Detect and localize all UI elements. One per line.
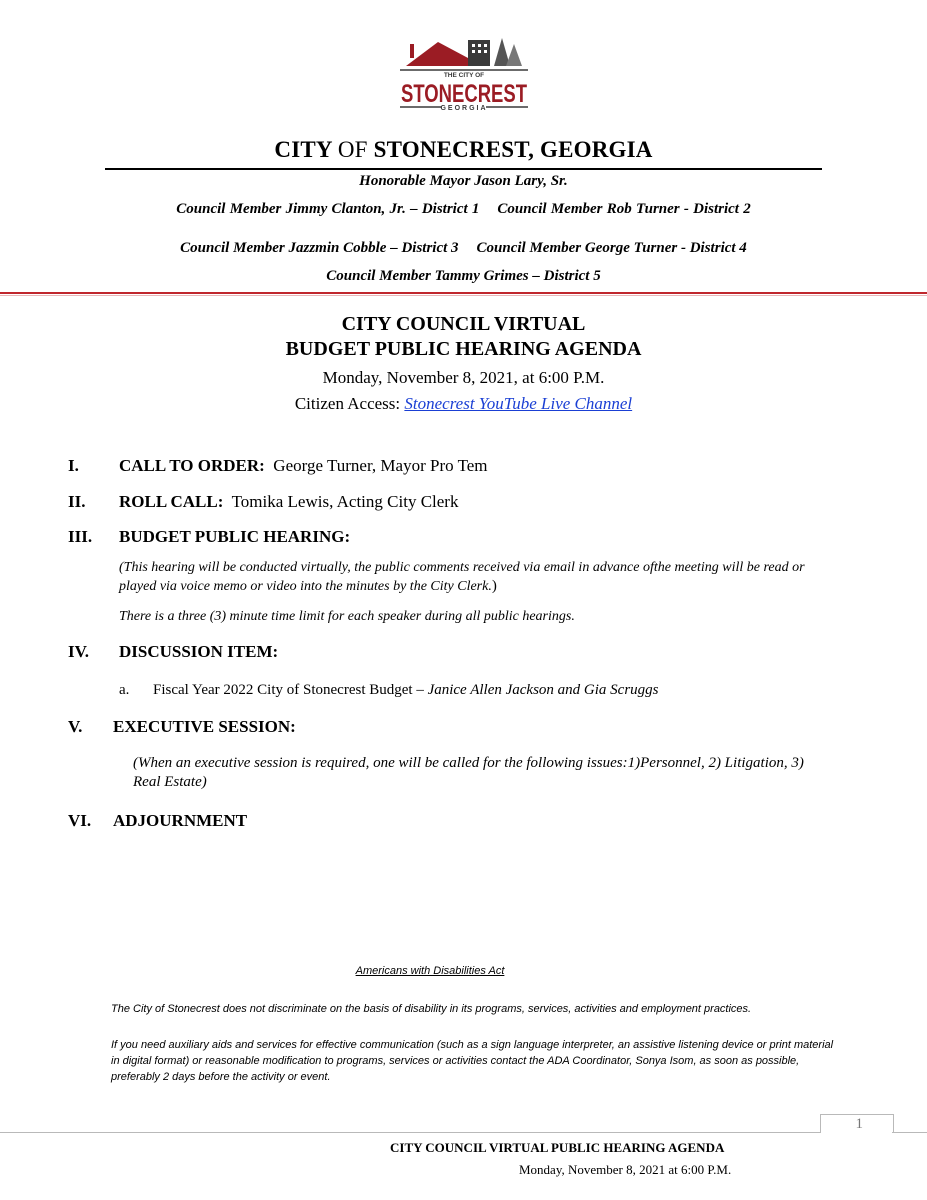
page-number: 1	[855, 1116, 863, 1132]
footer-divider	[892, 1132, 927, 1133]
city-title-part: OF	[337, 137, 368, 162]
agenda-title-line1: CITY COUNCIL VIRTUAL	[341, 313, 586, 335]
agenda-date: Monday, November 8, 2021, at 6:00 P.M.	[322, 368, 605, 387]
agenda-title-line2: BUDGET PUBLIC HEARING AGENDA	[285, 338, 642, 360]
roof-shape	[406, 42, 468, 66]
item-number: VI.	[68, 811, 92, 830]
council-member: Council Member Rob Turner - District 2	[497, 201, 751, 217]
city-title-part: CITY	[274, 137, 332, 162]
discussion-subitem	[119, 682, 659, 699]
logo-top-text: THE CITY OF	[443, 72, 485, 79]
hearing-note: (This hearing will be conducted virtually, the public comments received via email in advance ofthe meeting will be read or played via voice memo or video into the minutes by the City Clerk.)	[119, 560, 805, 594]
item-label: DISCUSSION ITEM:	[119, 642, 279, 661]
footer-date: Monday, November 8, 2021 at 6:00 P.M.	[519, 1162, 732, 1177]
hearing-note-text: (This hearing will be conducted virtually, the public comments received via email in advance ofthe meeting will be read or played via voice memo or video into the minutes by the City Clerk.	[119, 560, 805, 594]
header-divider	[105, 168, 822, 170]
stonecrest-logo-graphic	[398, 32, 530, 122]
council-row	[0, 240, 927, 257]
city-title-part: STONECREST, GEORGIA	[373, 137, 653, 162]
subitem-letter: a.	[119, 682, 130, 698]
agenda-item-adjournment	[68, 811, 247, 831]
council-row	[0, 201, 927, 218]
time-limit-note: There is a three (3) minute time limit for each speaker during all public hearings.	[119, 609, 575, 624]
citizen-access	[0, 394, 927, 414]
council-member: Council Member Jazzmin Cobble – District 3	[180, 240, 459, 256]
agenda-item-executive-session	[68, 717, 296, 737]
item-detail: George Turner, Mayor Pro Tem	[273, 456, 488, 475]
agenda-item-roll-call	[68, 492, 458, 512]
subitem-text: Fiscal Year 2022 City of Stonecrest Budget –	[153, 682, 428, 698]
item-label: ADJOURNMENT	[113, 811, 248, 830]
item-label: ROLL CALL:	[119, 492, 224, 511]
executive-session-note: (When an executive session is required, one will be called for the following issues:1)Personnel, 2) Litigation, 3) Real Estate)	[133, 755, 804, 790]
mayor-name: Honorable Mayor Jason Lary, Sr.	[359, 173, 568, 189]
city-title	[0, 137, 927, 163]
item-detail: Tomika Lewis, Acting City Clerk	[231, 492, 459, 511]
item-number: II.	[68, 492, 86, 511]
agenda-item-budget-hearing	[68, 527, 350, 547]
council-member: Council Member Jimmy Clanton, Jr. – District 1	[176, 201, 480, 217]
item-label: CALL TO ORDER:	[119, 456, 265, 475]
ada-title: Americans with Disabilities Act	[355, 965, 505, 977]
ada-nondiscrimination-text: The City of Stonecrest does not discriminate on the basis of disability in its programs, services, activities and employment practices.	[111, 1003, 752, 1015]
footer-title: CITY COUNCIL VIRTUAL PUBLIC HEARING AGENDA	[390, 1140, 725, 1155]
item-number: V.	[68, 717, 83, 736]
logo-main-text: STONECREST	[401, 80, 527, 108]
youtube-channel-link[interactable]: Stonecrest YouTube Live Channel	[404, 394, 633, 413]
footer-divider	[0, 1132, 820, 1133]
council-member: Council Member George Turner - District 4	[476, 240, 747, 256]
item-number: I.	[68, 456, 79, 475]
council-row	[0, 268, 927, 285]
tree-shape	[506, 44, 522, 66]
item-number: IV.	[68, 642, 89, 661]
accent-divider-shadow	[0, 295, 927, 296]
item-label: BUDGET PUBLIC HEARING:	[119, 527, 351, 546]
item-number: III.	[68, 527, 93, 546]
city-logo	[398, 32, 530, 122]
logo-bottom-text: GEORGIA	[440, 105, 488, 112]
page-number-box	[820, 1114, 894, 1133]
chimney-shape	[410, 44, 414, 58]
agenda-item-call-to-order	[68, 456, 488, 476]
item-label: EXECUTIVE SESSION:	[113, 717, 296, 736]
agenda-item-discussion	[68, 642, 278, 662]
citizen-access-label: Citizen Access:	[294, 394, 405, 413]
ada-accommodation-text: If you need auxiliary aids and services for effective communication (such as a sign language interpreter, an assistive listening device or print material in digital format) or reasonable modification to programs, services or activities contact the ADA Coordinator, Sonya Isom, as soon as possible, preferably 2 days before the activity or event.	[111, 1039, 834, 1083]
subitem-presenters: Janice Allen Jackson and Gia Scruggs	[427, 682, 659, 698]
council-member: Council Member Tammy Grimes – District 5	[326, 268, 601, 284]
accent-divider	[0, 292, 927, 294]
